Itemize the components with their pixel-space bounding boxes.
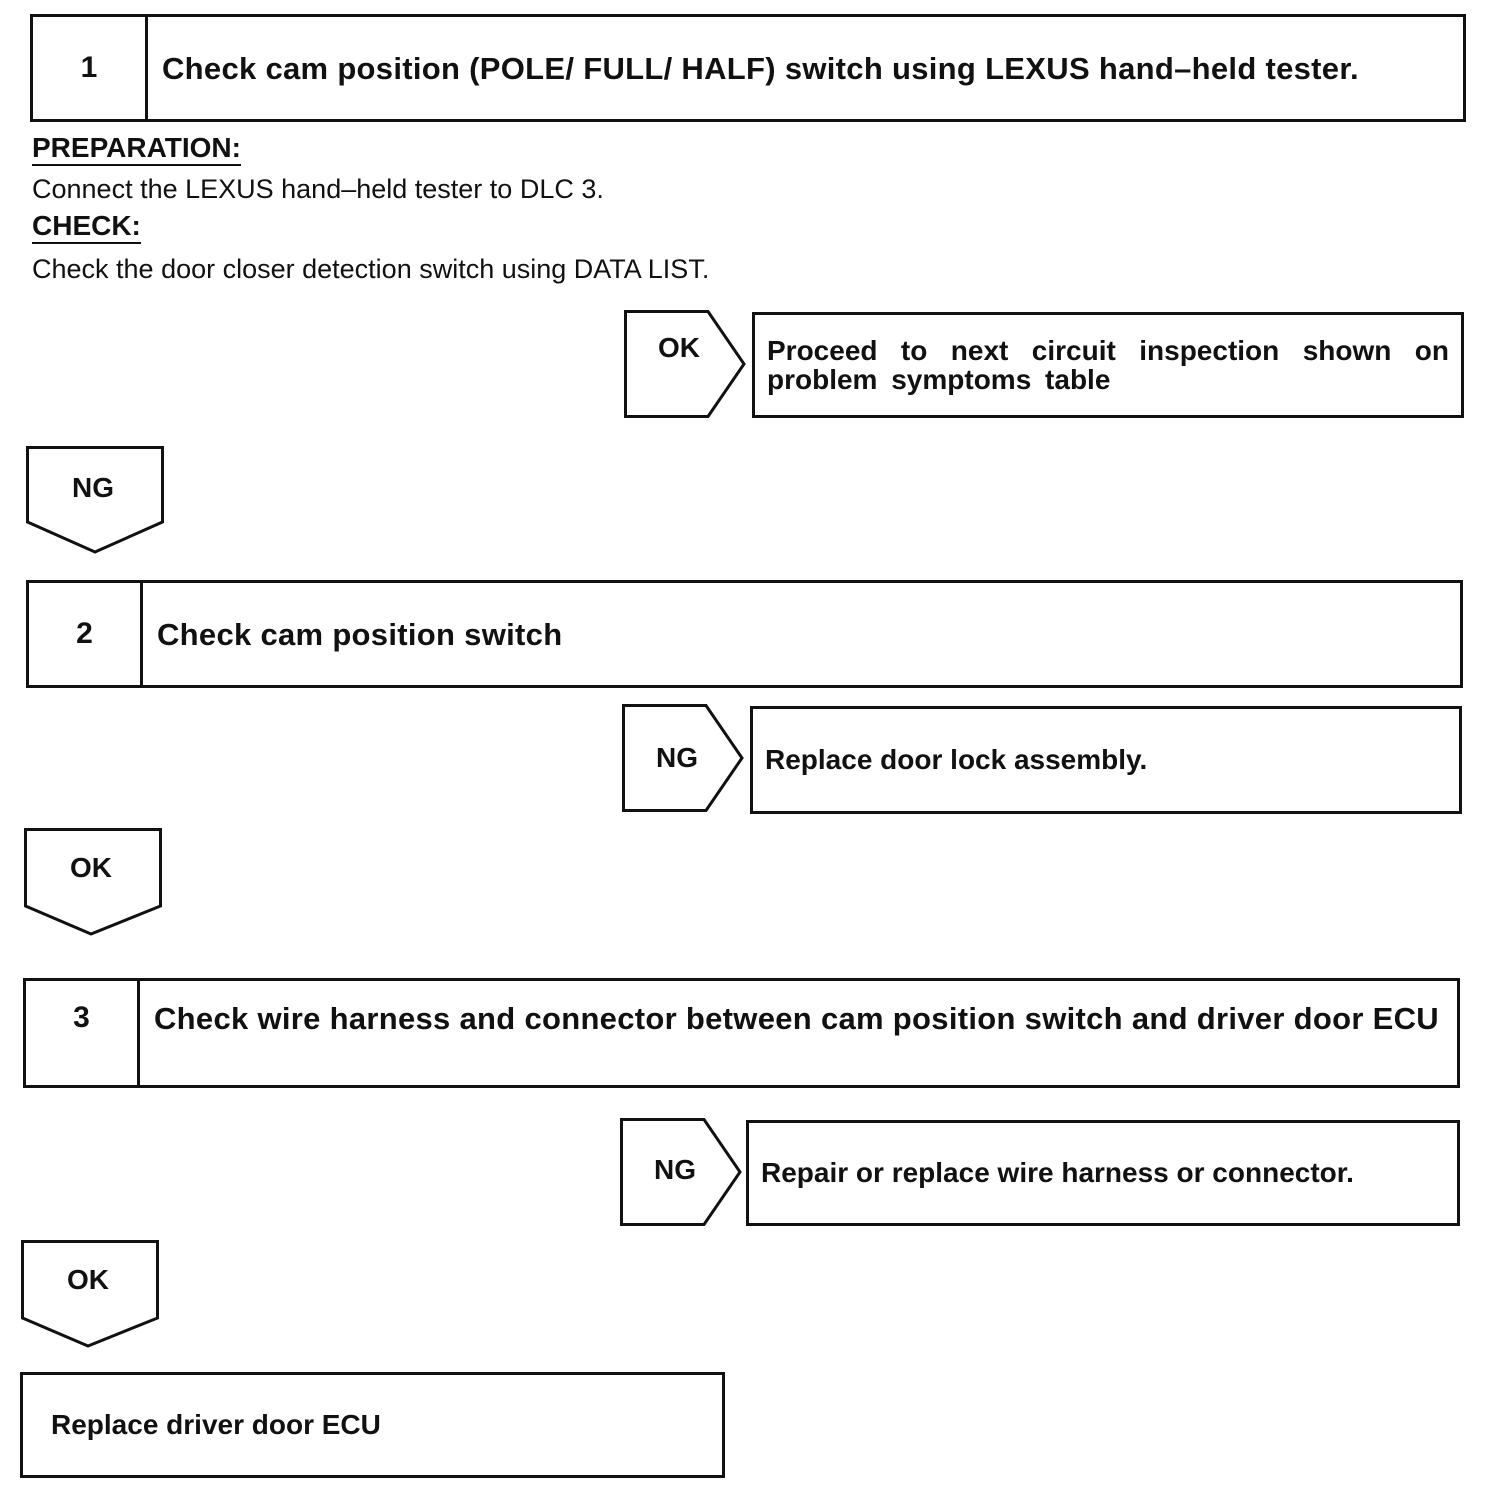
branch-ng-result-2: Repair or replace wire harness or connector. [746,1120,1460,1226]
branch-ok-result: Proceed to next circuit inspection shown on problem symptoms table [752,312,1464,418]
check-heading: CHECK: [32,212,141,244]
branch-ok-label: OK [658,332,700,363]
branch-ng-result-1: Replace door lock assembly. [750,706,1462,814]
step-2-number: 2 [29,583,143,685]
flow-ok-tag-2 [21,1240,159,1348]
preparation-heading: PREPARATION: [32,134,241,166]
branch-ok-arrow [624,310,748,418]
preparation-text: Connect the LEXUS hand–held tester to DLC 3. [32,174,604,204]
step-2-box [26,580,1463,688]
branch-ng-label-1: NG [656,742,698,773]
flow-ok-label-1: OK [70,852,112,883]
step-2-title: Check cam position switch [157,616,563,652]
branch-arrow-shape [624,310,748,418]
flow-ng-label-1: NG [72,472,114,503]
step-3-number: 3 [26,981,140,1085]
check-text: Check the door closer detection switch using DATA LIST. [32,254,710,284]
final-action-box: Replace driver door ECU [20,1372,725,1478]
step-3-title: Check wire harness and connector between cam position switch and driver door ECU [154,1001,1439,1036]
step-3-box [23,978,1460,1088]
branch-ng-label-2: NG [654,1154,696,1185]
step-1-title: Check cam position (POLE/ FULL/ HALF) switch using LEXUS hand–held tester. [162,50,1359,86]
flow-ng-tag-1 [26,446,164,554]
branch-ng-arrow-2 [620,1118,744,1226]
flow-ok-tag-1 [24,828,162,936]
flow-ok-label-2: OK [67,1264,109,1295]
step-1-number: 1 [33,17,148,119]
step-1-box [30,14,1466,122]
branch-ng-arrow-1 [622,704,746,812]
